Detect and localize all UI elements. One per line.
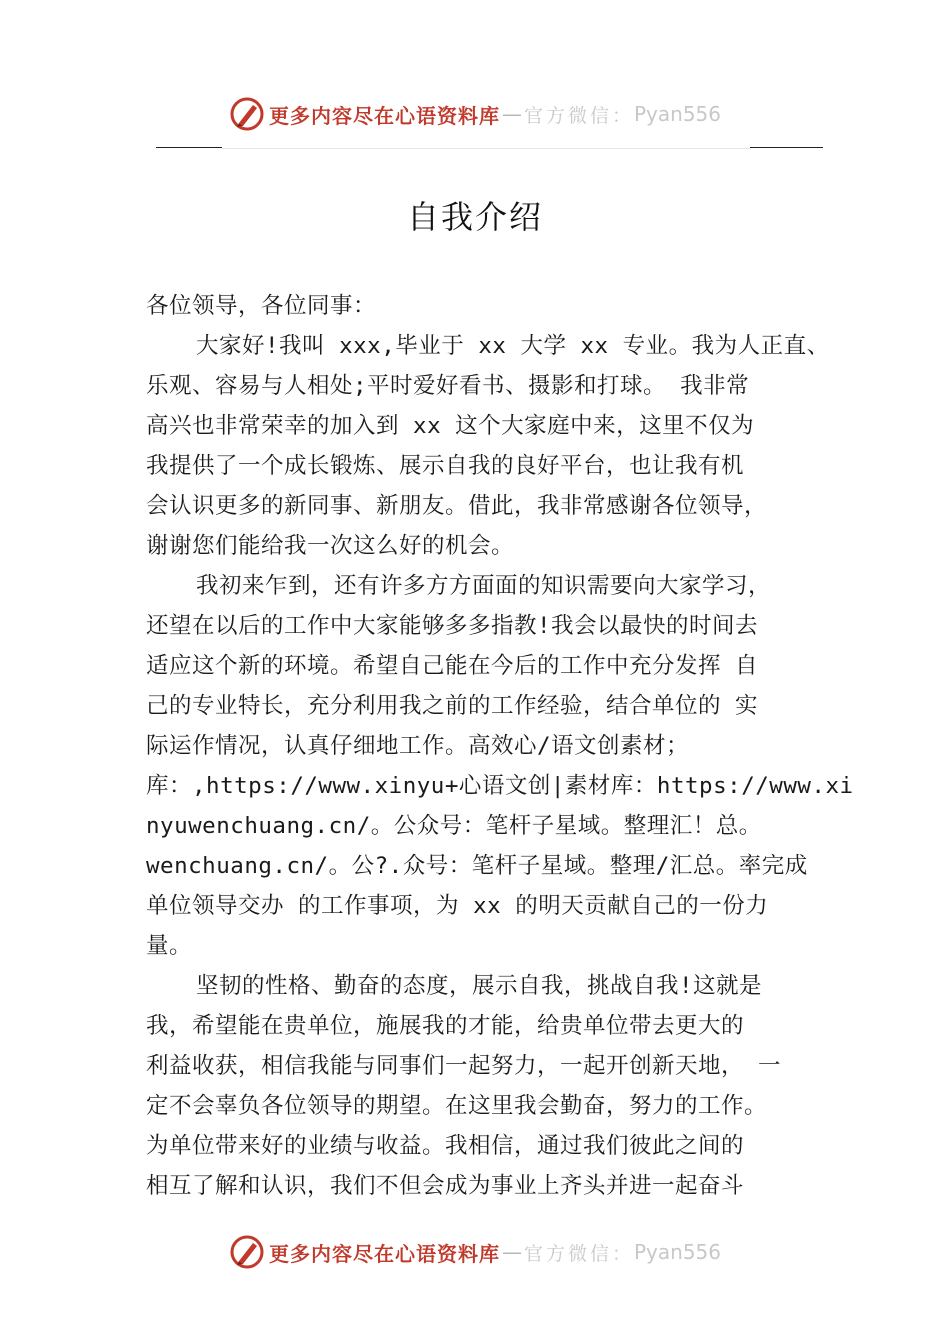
text-line: 会认识更多的新同事、新朋友。借此，我非常感谢各位领导， xyxy=(146,493,768,519)
text-line: 利益收获，相信我能与同事们一起努力，一起开创新天地， 一 xyxy=(146,1053,782,1079)
header-rule-right xyxy=(750,147,823,148)
text-line: 际运作情况，认真仔细地工作。高效心/语文创素材； xyxy=(146,733,690,759)
text-line: 大家好!我叫 xxx,毕业于 xx 大学 xx 专业。我为人正直、 xyxy=(196,333,830,359)
text-line: 定不会辜负各位领导的期望。在这里我会勤奋，努力的工作。 xyxy=(146,1093,768,1119)
text-line: 各位领导，各位同事： xyxy=(146,293,377,319)
text-line: 我初来乍到，还有许多方方面面的知识需要向大家学习， xyxy=(196,573,772,599)
header-rule-middle xyxy=(222,148,750,149)
text-line: 我，希望能在贵单位，施展我的才能，给贵单位带去更大的 xyxy=(146,1013,745,1039)
document-body xyxy=(146,286,854,1206)
text-line: 还望在以后的工作中大家能够多多指教!我会以最快的时间去 xyxy=(146,613,759,639)
banner-title: 更多内容尽在心语资料库 xyxy=(268,103,500,128)
footer-banner-title: 更多内容尽在心语资料库 xyxy=(268,1241,500,1266)
banner-subtitle: 官方微信： xyxy=(523,104,634,127)
text-line: 高兴也非常荣幸的加入到 xx 这个大家庭中来，这里不仅为 xyxy=(146,413,755,439)
text-line: wenchuang.cn/。公?.众号：笔杆子星域。整理/汇总。率完成 xyxy=(146,853,808,879)
text-line: 单位领导交办 的工作事项，为 xx 的明天贡献自己的一份力 xyxy=(146,893,769,919)
page-title: 自我介绍 xyxy=(406,198,543,236)
text-line: 适应这个新的环境。希望自己能在今后的工作中充分发挥 自 xyxy=(146,653,759,679)
text-line: nyuwenchuang.cn/。公众号：笔杆子星域。整理汇！总。 xyxy=(146,813,762,839)
footer-banner xyxy=(0,1232,950,1272)
text-line: 相互了解和认识，我们不但会成为事业上齐头并进一起奋斗 xyxy=(146,1173,745,1199)
header-rule-left xyxy=(156,147,222,148)
banner-wechat-id: Pyan556 xyxy=(634,102,722,126)
footer-banner-wechat-id: Pyan556 xyxy=(634,1240,722,1264)
text-line: 我提供了一个成长锻炼、展示自我的良好平台，也让我有机 xyxy=(146,453,745,479)
header-banner xyxy=(0,94,950,134)
text-line: 库：,https://www.xinyu+心语文创|素材库：https://www.xi xyxy=(146,773,854,799)
text-line: 坚韧的性格、勤奋的态度，展示自我，挑战自我!这就是 xyxy=(196,973,763,999)
footer-banner-subtitle: 官方微信： xyxy=(523,1242,634,1265)
pen-logo-icon xyxy=(229,1234,265,1270)
text-line: 己的专业特长，充分利用我之前的工作经验，结合单位的 实 xyxy=(146,693,759,719)
text-line: 为单位带来好的业绩与收益。我相信，通过我们彼此之间的 xyxy=(146,1133,745,1159)
pen-logo-icon xyxy=(229,96,265,132)
footer-banner-dash: — xyxy=(501,1240,522,1264)
banner-dash: — xyxy=(501,102,522,126)
text-line: 谢谢您们能给我一次这么好的机会。 xyxy=(146,533,515,559)
text-line: 量。 xyxy=(146,933,193,959)
text-line: 乐观、容易与人相处;平时爱好看书、摄影和打球。 我非常 xyxy=(146,373,750,399)
